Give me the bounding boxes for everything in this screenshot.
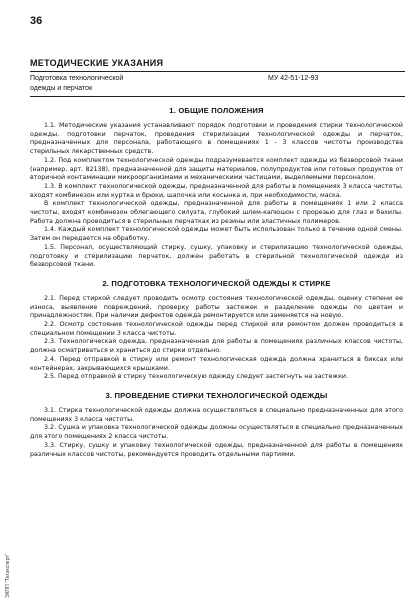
section-3 bbox=[30, 390, 403, 459]
paragraph: 2.3. Технологическая одежда, предназначенная для работы в помещениях различных классов чистоты, должна осматриваться и храниться до стирки отдельно. bbox=[30, 338, 403, 355]
paragraph: 1.3. В комплект технологической одежды, предназначенной для работы в помещениях 3 класса чистоты, входят комбинезон или куртка и брюки, шапочка или косынка и, при необходимости, маска. bbox=[30, 182, 403, 199]
paragraph: 2.1. Перед стиркой следует проводить осмотр состояния технологической одежды, оценку степени ее износа, выявление повреждений, проверку работы застежек и разделение одежды по цветам и принадлежностям. При наличии дефектов одежда ремонтируется или заменяется на новую. bbox=[30, 294, 403, 320]
paragraph: 3.2. Сушка и упаковка технологической одежды должны осуществляться в специально предназначенных для этого помещениях 2 класса чистоты. bbox=[30, 424, 403, 441]
paragraph: 2.2. Осмотр состояния технологической одежды перед стиркой или ремонтом должен проводиться в специальном помещении 3 класса чистоты. bbox=[30, 321, 403, 337]
document-type-heading: МЕТОДИЧЕСКИЕ УКАЗАНИЯ bbox=[30, 58, 164, 68]
document-body bbox=[30, 103, 403, 459]
source-watermark: ЭКПП "Техэксперт" bbox=[5, 553, 11, 598]
document-subtitle bbox=[30, 74, 123, 94]
section-2 bbox=[30, 278, 403, 382]
section-3-heading: 3. ПРОВЕДЕНИЕ СТИРКИ ТЕХНОЛОГИЧЕСКОЙ ОДЕЖДЫ bbox=[105, 390, 328, 400]
paragraph: 1.4. Каждый комплект технологической одежды может быть использован только в течение одной смены. Затем он передается на обработку. bbox=[30, 226, 403, 243]
paragraph: 3.1. Стирка технологической одежды должна осуществляться в специально предназначенных для этого помещениях 3 класса чистоты. bbox=[30, 406, 403, 423]
section-gap bbox=[30, 270, 403, 276]
header-rule-bottom bbox=[30, 96, 405, 97]
paragraph: 2.4. Перед отправкой в стирку или ремонт технологическая одежда должна храниться в биксах или контейнерах, закрывающихся крышками. bbox=[30, 355, 403, 372]
paragraph: В комплект технологической одежды, предназначенной для работы в помещениях 1 или 2 класса чистоты, входят комбинезон облегающего силуэта, глубокий шлем-капюшон с прорезью для глаз и бахилы. Работа должна проводиться в стерильных перчатках из резины или эластичных полимеров. bbox=[30, 200, 403, 225]
section-2-heading: 2. ПОДГОТОВКА ТЕХНОЛОГИЧЕСКОЙ ОДЕЖДЫ К СТИРКЕ bbox=[102, 278, 331, 288]
paragraph: 1.2. Под комплектом технологической одежды подразумевается комплект одежды из безворсовой ткани (например, арт. 82138), предназначенной для защиты материалов, полупродуктов или готовых продуктов от вторичной контаминации микроорганизмами и механическими частицами, выделяемыми персоналом. bbox=[30, 156, 403, 182]
section-gap bbox=[30, 382, 403, 388]
header-rule-top bbox=[30, 71, 405, 72]
section-1 bbox=[30, 105, 403, 270]
paragraph: 1.5. Персонал, осуществляющий стирку, сушку, упаковку и стерилизацию технологической одежды, подготовку и стерилизацию перчаток, должен работать в стерильной технологической одежде из безворсовой ткани. bbox=[30, 243, 403, 269]
subtitle-line-2: одежды и перчаток bbox=[30, 85, 93, 92]
subtitle-line-1: Подготовка технологической bbox=[30, 75, 124, 82]
section-1-heading: 1. ОБЩИЕ ПОЛОЖЕНИЯ bbox=[169, 106, 264, 115]
page-number: 36 bbox=[30, 15, 43, 27]
document-code: МУ 42-51-12-93 bbox=[268, 75, 319, 82]
paragraph: 2.5. Перед отправкой в стирку технологическую одежду следует застегнуть на застежки. bbox=[44, 373, 348, 381]
paragraph: 1.1. Методические указания устанавливают порядок подготовки и проведения стирки технологической одежды, подготовки перчаток, проведения стерилизации технологической одежды и перчаток, предназначенных для персонала, работающего в помещениях 1 - 3 классов чистоты производства стерильных лекарственных средств. bbox=[30, 122, 403, 156]
paragraph: 3.3. Стирку, сушку и упаковку технологической одежды, предназначенной для работы в помещениях различных классов чистоты, рекомендуется проводить отдельными партиями. bbox=[30, 441, 403, 458]
